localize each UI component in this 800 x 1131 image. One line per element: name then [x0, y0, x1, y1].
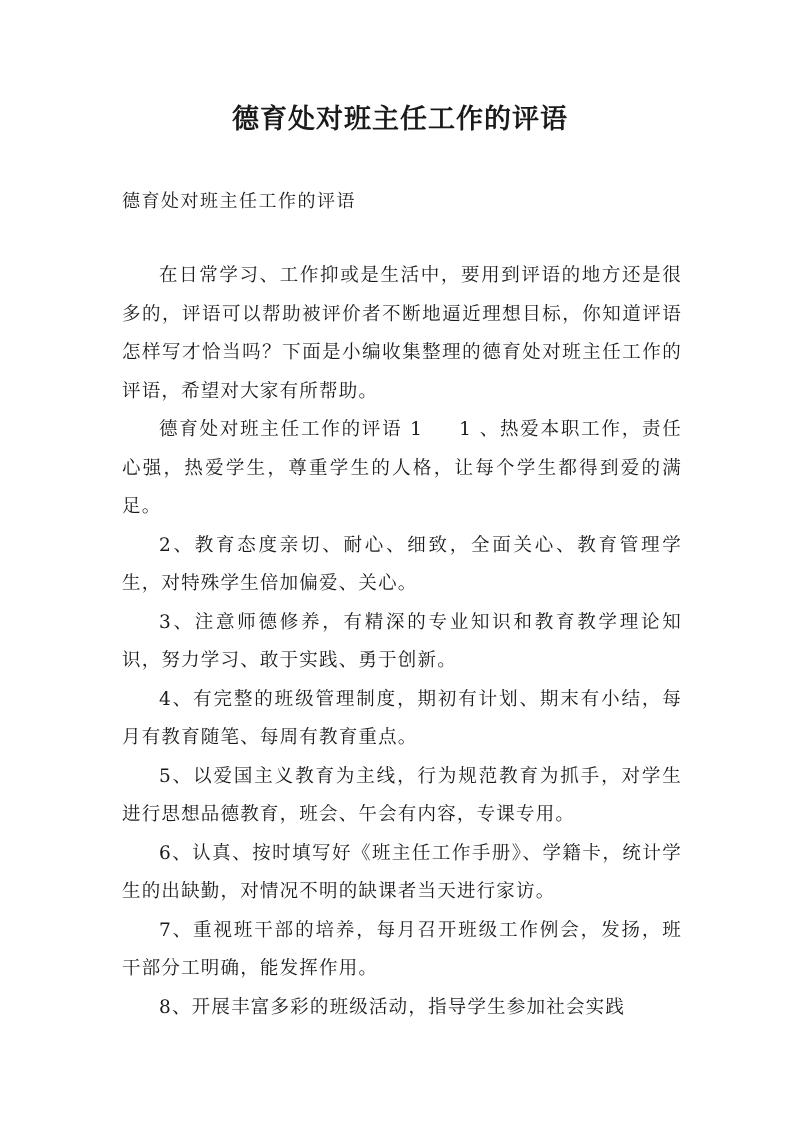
section1-paragraph: [122, 411, 682, 527]
item-6: 6、认真、按时填写好《班主任工作手册》、学籍卡，统计学生的出缺勤，对情况不明的缺课者当天进行家访。: [122, 842, 682, 902]
section1-heading: 德育处对班主任工作的评语 1: [159, 419, 424, 440]
intro-paragraph: 在日常学习、工作抑或是生活中，要用到评语的地方还是很多的，评语可以帮助被评价者不断地逼近理想目标，你知道评语怎样写才恰当吗？下面是小编收集整理的德育处对班主任工作的评语，希望对大家有所帮助。: [122, 265, 682, 402]
item-8: 8、开展丰富多彩的班级活动，指导学生参加社会实践: [159, 996, 626, 1018]
item-3: 3、注意师德修养，有精深的专业知识和教育教学理论知识，努力学习、敢于实践、勇于创新。: [122, 611, 682, 671]
item-4: 4、有完整的班级管理制度，期初有计划、期末有小结，每月有教育随笔、每周有教育重点。: [122, 688, 682, 748]
item-5: 5、以爱国主义教育为主线，行为规范教育为抓手，对学生进行思想品德教育，班会、午会有内容，专课专用。: [122, 765, 682, 825]
item-1: 1 、热爱本职工作，责任心强，热爱学生，尊重学生的人格，让每个学生都得到爱的满足。: [122, 419, 682, 517]
document-title: 德育处对班主任工作的评语: [232, 104, 568, 135]
document-body: [122, 257, 682, 1027]
item-7: 7、重视班干部的培养，每月召开班级工作例会，发扬，班干部分工明确，能发挥作用。: [122, 919, 682, 979]
document-subtitle: 德育处对班主任工作的评语: [122, 191, 356, 212]
item-2: 2、教育态度亲切、耐心、细致，全面关心、教育管理学生，对特殊学生倍加偏爱、关心。: [122, 534, 682, 594]
